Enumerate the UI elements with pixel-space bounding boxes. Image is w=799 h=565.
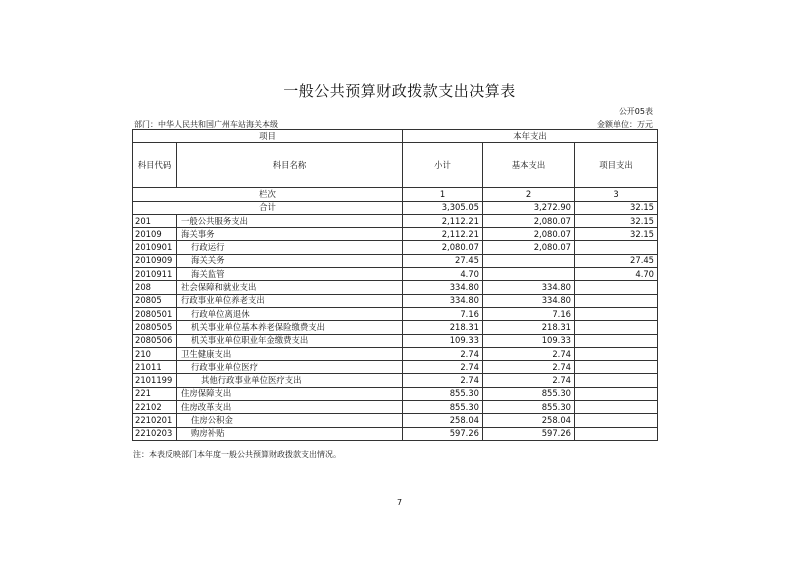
row-subtotal: 334.80 — [403, 281, 483, 294]
row-basic — [483, 268, 575, 281]
row-code: 22102 — [133, 401, 177, 414]
row-project — [575, 307, 658, 320]
row-subtotal: 7.16 — [403, 307, 483, 320]
row-project: 32.15 — [575, 214, 658, 227]
row-basic: 2.74 — [483, 361, 575, 374]
header-name: 科目名称 — [177, 143, 403, 188]
table-row — [133, 214, 658, 227]
expenditure-table — [132, 129, 658, 441]
table-note: 注：本表反映部门本年度一般公共预算财政拨款支出情况。 — [133, 450, 341, 459]
total-basic: 3,272.90 — [483, 201, 575, 214]
table-row — [133, 321, 658, 334]
row-basic: 2,080.07 — [483, 228, 575, 241]
row-name: 行政事业单位医疗 — [177, 361, 403, 374]
row-name: 行政单位离退休 — [177, 307, 403, 320]
column-index-row — [133, 188, 658, 201]
row-name: 住房改革支出 — [177, 401, 403, 414]
header-subtotal: 小计 — [403, 143, 483, 188]
row-subtotal: 258.04 — [403, 414, 483, 427]
table-row — [133, 307, 658, 320]
row-name: 海关监管 — [177, 268, 403, 281]
row-basic: 2,080.07 — [483, 241, 575, 254]
row-code: 2080506 — [133, 334, 177, 347]
header-code: 科目代码 — [133, 143, 177, 188]
row-name: 住房公积金 — [177, 414, 403, 427]
table-row — [133, 334, 658, 347]
row-project — [575, 321, 658, 334]
table-row — [133, 228, 658, 241]
row-name: 购房补贴 — [177, 427, 403, 440]
row-basic: 2.74 — [483, 347, 575, 360]
table-row — [133, 374, 658, 387]
row-basic — [483, 254, 575, 267]
header-project: 项目支出 — [575, 143, 658, 188]
row-code: 2010909 — [133, 254, 177, 267]
row-subtotal: 597.26 — [403, 427, 483, 440]
row-subtotal: 855.30 — [403, 387, 483, 400]
row-project — [575, 294, 658, 307]
column-index-2: 2 — [483, 188, 575, 201]
row-code: 20805 — [133, 294, 177, 307]
row-code: 2101199 — [133, 374, 177, 387]
row-basic: 334.80 — [483, 281, 575, 294]
header-basic: 基本支出 — [483, 143, 575, 188]
table-row — [133, 414, 658, 427]
row-name: 行政运行 — [177, 241, 403, 254]
row-subtotal: 2.74 — [403, 347, 483, 360]
form-number: 公开05表 — [618, 107, 653, 116]
row-name: 其他行政事业单位医疗支出 — [177, 374, 403, 387]
row-project — [575, 334, 658, 347]
table-row — [133, 427, 658, 440]
row-project: 4.70 — [575, 268, 658, 281]
row-basic: 855.30 — [483, 387, 575, 400]
row-name: 住房保障支出 — [177, 387, 403, 400]
row-name: 卫生健康支出 — [177, 347, 403, 360]
row-name: 行政事业单位养老支出 — [177, 294, 403, 307]
row-code: 2210203 — [133, 427, 177, 440]
row-project — [575, 347, 658, 360]
row-subtotal: 27.45 — [403, 254, 483, 267]
total-label: 合计 — [133, 201, 403, 214]
row-name: 一般公共服务支出 — [177, 214, 403, 227]
row-project — [575, 374, 658, 387]
department-label: 部门：中华人民共和国广州车站海关本级 — [134, 120, 278, 129]
row-code: 210 — [133, 347, 177, 360]
total-project: 32.15 — [575, 201, 658, 214]
row-basic: 218.31 — [483, 321, 575, 334]
total-subtotal: 3,305.05 — [403, 201, 483, 214]
row-project — [575, 414, 658, 427]
row-name: 社会保障和就业支出 — [177, 281, 403, 294]
row-subtotal: 2.74 — [403, 361, 483, 374]
table-row — [133, 361, 658, 374]
header-year-expenditure: 本年支出 — [403, 130, 658, 143]
row-project — [575, 427, 658, 440]
row-project — [575, 281, 658, 294]
table-row — [133, 401, 658, 414]
header-row-group — [133, 130, 658, 143]
row-subtotal: 855.30 — [403, 401, 483, 414]
row-project: 27.45 — [575, 254, 658, 267]
table-row — [133, 281, 658, 294]
row-basic: 334.80 — [483, 294, 575, 307]
row-project — [575, 241, 658, 254]
table-row — [133, 241, 658, 254]
amount-unit: 金额单位：万元 — [597, 120, 653, 129]
row-basic: 597.26 — [483, 427, 575, 440]
row-code: 201 — [133, 214, 177, 227]
row-name: 机关事业单位基本养老保险缴费支出 — [177, 321, 403, 334]
row-basic: 2,080.07 — [483, 214, 575, 227]
row-basic: 258.04 — [483, 414, 575, 427]
row-basic: 7.16 — [483, 307, 575, 320]
row-code: 21011 — [133, 361, 177, 374]
column-index-1: 1 — [403, 188, 483, 201]
row-subtotal: 334.80 — [403, 294, 483, 307]
header-item: 项目 — [133, 130, 403, 143]
row-subtotal: 4.70 — [403, 268, 483, 281]
page-number: 7 — [396, 498, 403, 507]
row-subtotal: 2,080.07 — [403, 241, 483, 254]
row-code: 221 — [133, 387, 177, 400]
page-title: 一般公共预算财政拨款支出决算表 — [283, 82, 516, 100]
row-basic: 109.33 — [483, 334, 575, 347]
row-subtotal: 2,112.21 — [403, 214, 483, 227]
row-code: 20109 — [133, 228, 177, 241]
table-row — [133, 347, 658, 360]
row-code: 2210201 — [133, 414, 177, 427]
row-name: 海关事务 — [177, 228, 403, 241]
row-subtotal: 109.33 — [403, 334, 483, 347]
row-name: 机关事业单位职业年金缴费支出 — [177, 334, 403, 347]
row-name: 海关关务 — [177, 254, 403, 267]
row-project: 32.15 — [575, 228, 658, 241]
table-row — [133, 254, 658, 267]
column-index-label: 栏次 — [133, 188, 403, 201]
table-row — [133, 294, 658, 307]
table-row — [133, 387, 658, 400]
row-code: 2080501 — [133, 307, 177, 320]
row-project — [575, 387, 658, 400]
header-row-columns — [133, 143, 658, 188]
row-project — [575, 401, 658, 414]
row-code: 208 — [133, 281, 177, 294]
table-row — [133, 268, 658, 281]
row-basic: 855.30 — [483, 401, 575, 414]
row-project — [575, 361, 658, 374]
row-subtotal: 2,112.21 — [403, 228, 483, 241]
row-subtotal: 218.31 — [403, 321, 483, 334]
row-basic: 2.74 — [483, 374, 575, 387]
total-row — [133, 201, 658, 214]
row-subtotal: 2.74 — [403, 374, 483, 387]
row-code: 2010911 — [133, 268, 177, 281]
row-code: 2080505 — [133, 321, 177, 334]
column-index-3: 3 — [575, 188, 658, 201]
row-code: 2010901 — [133, 241, 177, 254]
